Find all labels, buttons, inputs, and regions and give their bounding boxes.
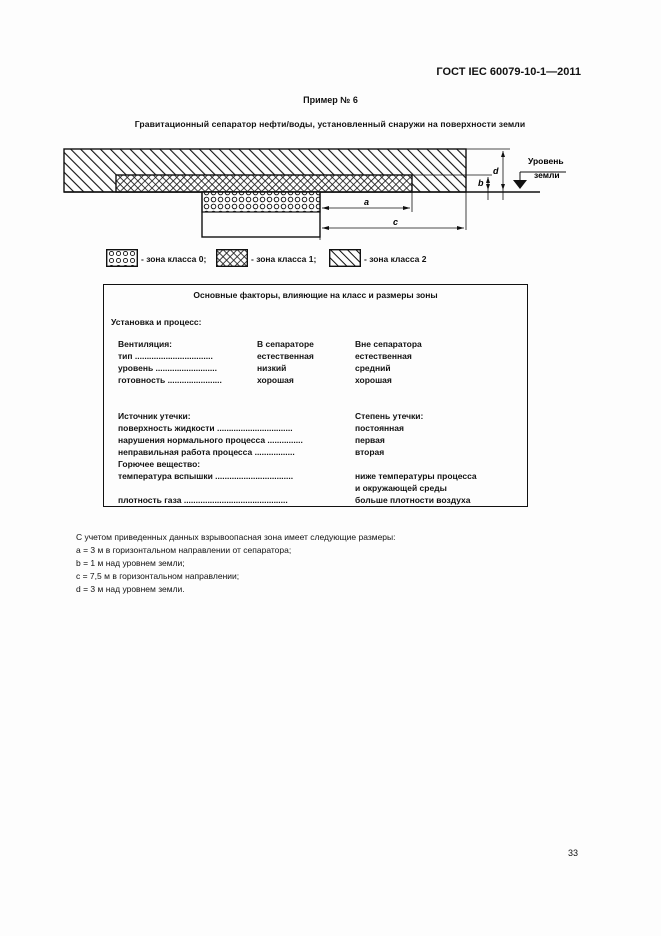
- conclusion-item: c = 7,5 м в горизонтальном направлении;: [76, 571, 240, 581]
- legend-swatch-zone0: [106, 249, 138, 267]
- vent-row-in: низкий: [257, 363, 287, 373]
- vent-row-out: естественная: [355, 351, 412, 361]
- legend-zone1: - зона класса 1;: [251, 254, 317, 264]
- vent-row-in: естественная: [257, 351, 314, 361]
- vent-row-in: хорошая: [257, 375, 294, 385]
- source-row-value: вторая: [355, 447, 385, 457]
- vent-row-label: тип .................................: [118, 351, 213, 361]
- conclusion-item: b = 1 м над уровнем земли;: [76, 558, 185, 568]
- vent-row-label: уровень ..........................: [118, 363, 217, 373]
- legend-zone2: - зона класса 2: [364, 254, 427, 264]
- dim-label-a: a: [364, 197, 370, 207]
- example-title: Пример № 6: [303, 95, 358, 105]
- zone0-area: [202, 192, 320, 212]
- dim-label-b: b: [478, 178, 484, 188]
- ground-level-icon: [513, 180, 527, 189]
- substance-label: Горючее вещество:: [118, 459, 201, 469]
- source-row-value: первая: [355, 435, 385, 445]
- figure-caption: Гравитационный сепаратор нефти/воды, установленный снаружи на поверхности земли: [134, 119, 526, 129]
- source-row-value: постоянная: [355, 423, 404, 433]
- separator-diagram: [0, 140, 661, 245]
- factors-title: Основные факторы, влияющие на класс и размеры зоны: [193, 290, 438, 300]
- substance-row-value: больше плотности воздуха: [355, 495, 471, 505]
- legend-zone0: - зона класса 0;: [141, 254, 207, 264]
- substance-row-label: плотность газа ............................................: [118, 495, 288, 505]
- conclusion-item: d = 3 м над уровнем земли.: [76, 584, 185, 594]
- col-out-separator: Вне сепаратора: [355, 339, 422, 349]
- vent-row-label: готовность .......................: [118, 375, 222, 385]
- document-header: ГОСТ IEC 60079-10-1—2011: [436, 66, 581, 78]
- ventilation-label: Вентиляция:: [118, 339, 172, 349]
- dim-label-d: d: [493, 166, 499, 176]
- substance-row-label: температура вспышки .................................: [118, 471, 294, 481]
- ground-label-2: земли: [534, 170, 560, 180]
- source-row-label: поверхность жидкости ................................: [118, 423, 293, 433]
- source-label: Источник утечки:: [118, 411, 191, 421]
- vent-row-out: средний: [355, 363, 391, 373]
- substance-row-value: ниже температуры процесса: [355, 471, 477, 481]
- source-row-label: неправильная работа процесса .................: [118, 447, 295, 457]
- conclusion-intro: С учетом приведенных данных взрывоопасная зона имеет следующие размеры:: [76, 532, 396, 542]
- zone1-area: [116, 175, 412, 192]
- source-row-label: нарушения нормального процесса ...............: [118, 435, 303, 445]
- vent-row-out: хорошая: [355, 375, 392, 385]
- col-in-separator: В сепараторе: [257, 339, 314, 349]
- ground-label-1: Уровень: [528, 156, 564, 166]
- page-number: 33: [568, 848, 579, 858]
- installation-heading: Установка и процесс:: [111, 317, 202, 327]
- grade-label: Степень утечки:: [355, 411, 424, 421]
- substance-row-value: и окружающей среды: [355, 483, 447, 493]
- legend-swatch-zone2: [329, 249, 361, 267]
- dim-label-c: c: [393, 217, 399, 227]
- conclusion-item: a = 3 м в горизонтальном направлении от сепаратора;: [76, 545, 292, 555]
- legend-swatch-zone1: [216, 249, 248, 267]
